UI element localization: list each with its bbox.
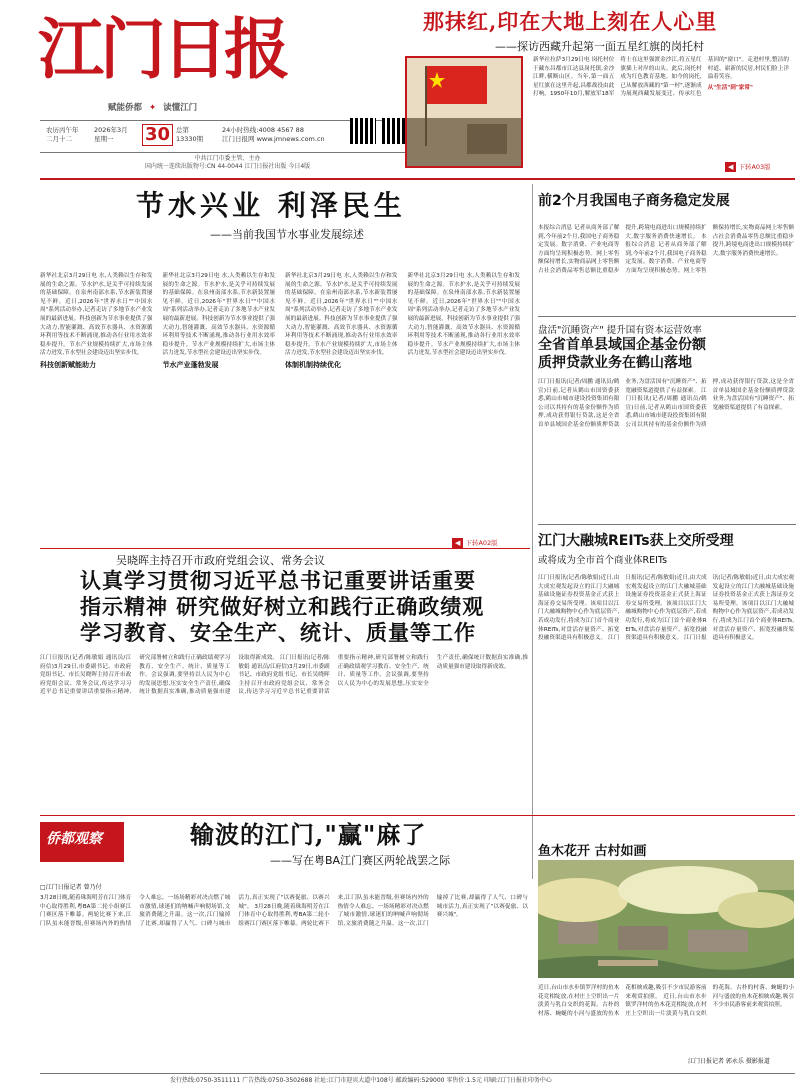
lead-photo xyxy=(405,56,523,168)
eco-story xyxy=(538,182,796,312)
sports-body: 3月28日晚,随着珠海明芳在江门体育中心取得胜利,粤BA第二轮小组赛江门赛区落下帷幕。两轮比赛下来,江门队虽未能晋级,但赛场内外的热情令人难忘。一场场精彩对决点燃了城市激情,球迷们的呐喊声响彻场馆,文旅消费随之升温。这一次,江门输掉了比赛,却赢得了人气、口碑与城市活力,真正实现了"以赛促旅、以赛兴城"。 3月28日晚,随着珠海明芳在江门体育中心取得胜利,粤BA第二轮小组赛江门赛区落下帷幕。两轮比赛下来,江门队虽未能晋级,但赛场内外的热情令人难忘。一场场精彩对决点燃了城市激情,球迷们的呐喊声响彻场馆,文旅消费随之升温。这一次,江门输掉了比赛,却赢得了人气、口碑与城市活力,真正实现了"以赛促旅、以赛兴城"。 xyxy=(40,895,528,927)
lead-body: 新华社拉萨3月29日电 岗托村位于藏东昌都市江达县岗托镇,金沙江畔,横断山区。当年,第一面五星红旗在这里升起,昌都战役由此打响。1950年10月,解放军18军将士在这里强渡金沙江,将五星红旗插上对岸的山头。此后,岗托村成为红色教育基地。如今的岗托,已从解放西藏的"第一村",逐渐成为展现西藏发展变迁、传承红色基因的"窗口"。走进村里,整洁的村道、崭新的民居,村民们脸上洋溢着笑容。 从"生活"到"家常" xyxy=(533,57,789,98)
water-title[interactable]: 节水兴业 利泽民生 xyxy=(136,189,406,222)
sports-byline: □江门日报记者 曾乃付 xyxy=(40,884,102,891)
sports-subtitle: ——写在粤BA江门赛区两轮战罢之际 xyxy=(270,854,451,867)
meeting-body: 江门日报讯(记者/陈敏娟 通讯员/江府信)3月29日,市委副书记、市政府党组书记、市长吴晓晖主持召开市政府党组会议、常务会议,传达学习习近平总书记重要讲话重要指示精神,研究部署树立和践行正确政绩观学习教育、安全生产、统计、质量等工作。会议强调,要坚持以人民为中心的发展思想,压实安全生产责任,确保统计数据真实准确,推动质量强市建设取得新成效。 江门日报讯(记者/陈敏娟 通讯员/江府信)3月29日,市委副书记、市政府党组书记、市长吴晓晖主持召开市政府党组会议、常务会议,传达学习习近平总书记重要讲话重要指示精神,研究部署树立和践行正确政绩观学习教育、安全生产、统计、质量等工作。会议强调,要坚持以人民为中心的发展思想,压实安全生产责任,确保统计数据真实准确,推动质量强市建设取得新成效。 xyxy=(40,655,528,696)
lunar-date: 二月十二 xyxy=(46,135,72,143)
lead-story xyxy=(405,8,795,176)
meeting-title[interactable] xyxy=(80,568,484,646)
eco-title[interactable]: 前2个月我国电子商务稳定发展 xyxy=(538,193,730,209)
eco-body: 本报综合消息 记者从商务部了解到,今年前2个月,我国电子商务稳定发展。数字消费、产业电商等方面均呈现积极态势。网上零售额保持增长,实物商品网上零售额占社会消费品零售总额比重稳步提升,跨境电商进出口规模持续扩大,数字服务消费快速增长。 本报综合消息 记者从商务部了解到,今年前2个月,我国电子商务稳定发展。数字消费、产业电商等方面均呈现积极态势。网上零售额保持增长,实物商品网上零售额占社会消费品零售总额比重稳步提升,跨境电商进出口规模持续扩大,数字服务消费快速增长。 xyxy=(538,225,794,274)
slogan-1: 赋能侨都 xyxy=(108,103,143,113)
sports-column: 侨都观察 xyxy=(46,831,102,847)
reits2-subtitle: 或将成为全市首个商业体REITs xyxy=(538,555,668,566)
lead-title[interactable]: 那抹红,印在大地上刻在人心里 xyxy=(423,9,718,34)
masthead-slogan: 赋能侨都 ✦ 读懂江门 xyxy=(108,103,198,113)
issue-total: 13330期 xyxy=(176,135,204,143)
reits1-title-2: 质押贷款业务在鹤山落地 xyxy=(538,355,692,371)
hotline: 24小时热线:4008 4567 88 xyxy=(222,126,304,134)
water-more[interactable]: ◀ 下转A02版 xyxy=(452,538,498,548)
date-block xyxy=(44,124,414,150)
photo-title[interactable]: 鱼木花开 古村如画 xyxy=(538,844,647,859)
reits1-title-1: 全省首单县域国企基金份额 xyxy=(538,337,706,353)
flag-photo xyxy=(407,58,523,168)
reits-story-1 xyxy=(538,320,796,520)
cn-codes: 国内统一连续出版物号:CN 44-0044 江门日报社出版 今日4版 xyxy=(144,163,311,170)
water-section-1: 科技创新赋能助力 xyxy=(40,360,96,369)
sports-column-badge xyxy=(40,822,124,862)
qr-code-1 xyxy=(350,118,376,144)
slogan-2: 读懂江门 xyxy=(163,103,198,113)
reits1-title[interactable] xyxy=(538,336,706,372)
sports-title[interactable]: 输波的江门,"赢"麻了 xyxy=(190,820,427,849)
meeting-story xyxy=(40,550,530,812)
sports-story xyxy=(40,818,530,1073)
water-subtitle: ——当前我国节水事业发展综述 xyxy=(210,228,364,241)
reits-story-2 xyxy=(538,528,796,810)
lead-subtitle: ——探访西藏升起第一面五星红旗的岗托村 xyxy=(495,40,704,53)
date: 2026年3月 xyxy=(94,126,128,134)
day-number: 30 xyxy=(142,124,173,146)
website: 江门日报网 www.jmnews.com.cn xyxy=(222,135,325,143)
reits2-body: 江门日报讯(记者/陈敏娟)近日,由大成宏观发起设立的江门大融城基础设施证券投资基金正式获上海证券交易所受理。该项目以江门大融城购物中心作为底层资产,若成功发行,将成为江门首个商业体REITs,对盘活存量资产、拓宽投融资渠道具有积极意义。 江门日报讯(记者/陈敏娟)近日,由大成宏观发起设立的江门大融城基础设施证券投资基金正式获上海证券交易所受理。该项目以江门大融城购物中心作为底层资产,若成功发行,将成为江门首个商业体REITs,对盘活存量资产、拓宽投融资渠道具有积极意义。 江门日报讯(记者/陈敏娟)近日,由大成宏观发起设立的江门大融城基础设施证券投资基金正式获上海证券交易所受理。该项目以江门大融城购物中心作为底层资产,若成功发行,将成为江门首个商业体REITs,对盘活存量资产、拓宽投融资渠道具有积极意义。 xyxy=(538,575,794,642)
lunar-year: 农历丙午年 xyxy=(46,126,79,134)
lead-more[interactable]: ◀ 下转A03版 xyxy=(725,162,771,172)
water-story xyxy=(40,182,530,547)
masthead-title: 江门日报 xyxy=(38,10,286,88)
footer: 发行热线:0750-3511111 广告热线:0750-3502688 社址:江门市迎宾大道中108号 邮政编码:529000 零售价:1.5元 印刷:江门日报社印务中心 xyxy=(170,1077,552,1084)
photo-body: 近日,台山市水步镇罗洋村的鱼木花竞相绽放,在村庄上空织出一片淡黄与乳白交织的花海。古朴的村落、蜿蜒的小河与盛放的鱼木花相映成趣,吸引不少市民游客前来观赏拍照。 近日,台山市水步镇罗洋村的鱼木花竞相绽放,在村庄上空织出一片淡黄与乳白交织的花海。古朴的村落、蜿蜒的小河与盛放的鱼木花相映成趣,吸引不少市民游客前来观赏拍照。 xyxy=(538,985,794,1017)
weekday: 星期一 xyxy=(94,135,114,143)
meeting-title-2: 指示精神 研究做好树立和践行正确政绩观 xyxy=(80,594,485,619)
lead-section-label: 从"生活"到"家常" xyxy=(707,84,753,91)
water-section-2: 节水产业蓬勃发展 xyxy=(162,360,219,369)
photo-credit: 江门日报记者 郭永乐 摄影报道 xyxy=(688,1058,770,1065)
water-body: 新华社北京3月29日电 水,人类赖以生存和发展的生命之源。节水护水,是关乎可持续发展的基础保障。在泉州南部水系,节水新装置屡见不鲜。近日,2026年"世界水日""中国水周"系列活动举办,记者走访了多地节水产业发展的最新进展。科技创新为节水事业提供了强大动力,智能灌溉、高效节水器具、水资源循环利用等技术不断涌现,推动各行业用水效率稳步提升。节水产业规模持续扩大,市场主体活力迸发,节水型社会建设迈出坚实步伐。 科技创新赋能助力 新华社北京3月29日电 水,人类赖以生存和发展的生命之源。节水护水,是关乎可持续发展的基础保障。在泉州南部水系,节水新装置屡见不鲜。近日,2026年"世界水日""中国水周"系列活动举办,记者走访了多地节水产业发展的最新进展。科技创新为节水事业提供了强大动力,智能灌溉、高效节水器具、水资源循环利用等技术不断涌现,推动各行业用水效率稳步提升。节水产业规模持续扩大,市场主体活力迸发,节水型社会建设迈出坚实步伐。 节水产业蓬勃发展 新华社北京3月29日电 水,人类赖以生存和发展的生命之源。节水护水,是关乎可持续发展的基础保障。在泉州南部水系,节水新装置屡见不鲜。近日,2026年"世界水日""中国水周"系列活动举办,记者走访了多地节水产业发展的最新进展。科技创新为节水事业提供了强大动力,智能灌溉、高效节水器具、水资源循环利用等技术不断涌现,推动各行业用水效率稳步提升。节水产业规模持续扩大,市场主体活力迸发,节水型社会建设迈出坚实步伐。 体制机制持续优化 新华社北京3月29日电 水,人类赖以生存和发展的生命之源。节水护水,是关乎可持续发展的基础保障。在泉州南部水系,节水新装置屡见不鲜。近日,2026年"世界水日""中国水周"系列活动举办,记者走访了多地节水产业发展的最新进展。科技创新为节水事业提供了强大动力,智能灌溉、高效节水器具、水资源循环利用等技术不断涌现,推动各行业用水效率稳步提升。节水产业规模持续扩大,市场主体活力迸发,节水型社会建设迈出坚实步伐。 xyxy=(40,273,520,369)
reits2-title[interactable]: 江门大融城REITs获上交所受理 xyxy=(538,533,734,549)
reits1-body: 江门日报讯(记者/周鹏 通讯员/鹤宣)日前,记者从鹤山市国资委获悉,鹤山市城市建设投资集团有限公司以其持有的基金份额作为质押,成功获得银行贷款,这是全省首单县域国企基金份额质押贷款业务,为盘活国有"沉睡资产"、拓宽融资渠道提供了有益探索。 江门日报讯(记者/周鹏 通讯员/鹤宣)日前,记者从鹤山市国资委获悉,鹤山市城市建设投资集团有限公司以其持有的基金份额作为质押,成功获得银行贷款,这是全省首单县域国企基金份额质押贷款业务,为盘活国有"沉睡资产"、拓宽融资渠道提供了有益探索。 xyxy=(538,379,794,428)
reits1-kicker-text: 盘活"沉睡资产" 提升国有资本运营效率 xyxy=(538,325,702,336)
issue-total-label: 总第 xyxy=(176,126,189,134)
meeting-title-3: 学习教育、安全生产、统计、质量等工作 xyxy=(80,620,476,645)
water-section-3: 体制机制持续优化 xyxy=(285,360,341,369)
meeting-title-1: 认真学习贯彻习近平总书记重要讲话重要 xyxy=(80,568,476,593)
sponsor: 中共江门市委主管、主办 xyxy=(194,155,261,162)
photo-story xyxy=(538,818,796,1070)
village-photo xyxy=(538,860,794,978)
meeting-kicker: 吴晓晖主持召开市政府党组会议、常务会议 xyxy=(116,554,325,567)
